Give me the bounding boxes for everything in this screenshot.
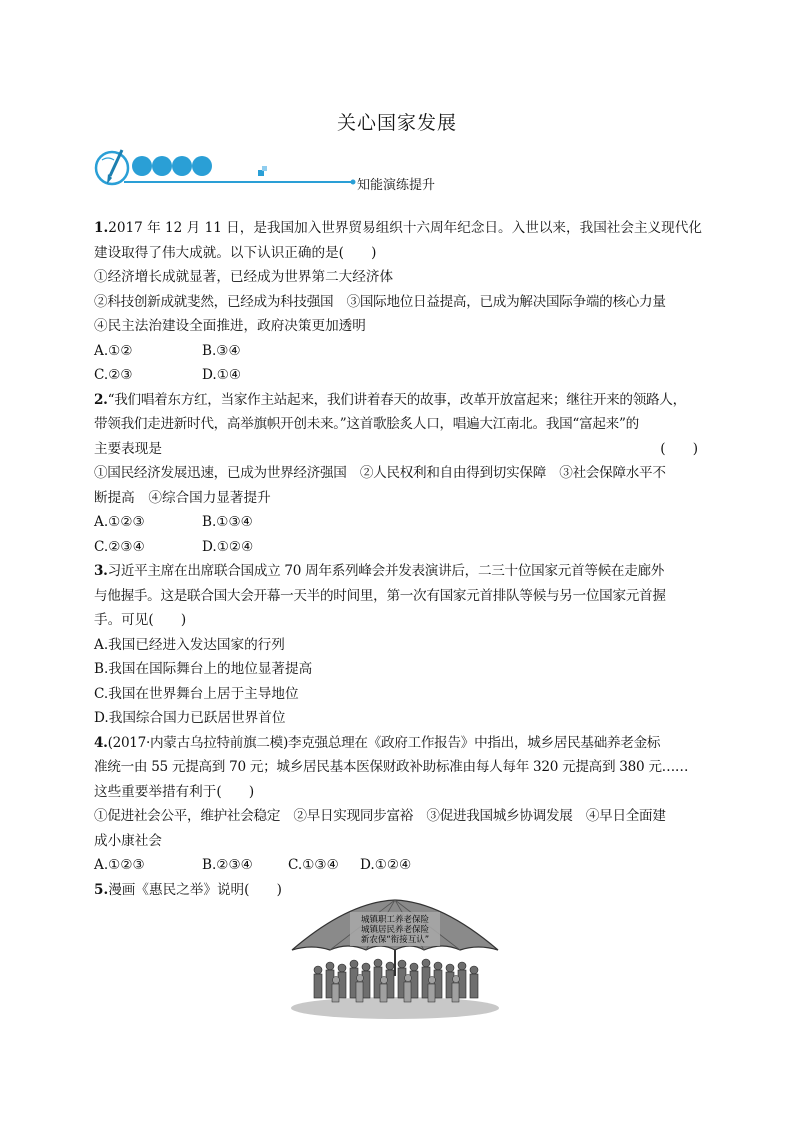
q1-stem-line-1: 1.2017 年 12 月 11 日，是我国加入世界贸易组织十六周年纪念日。入世以来，我国社会主义现代化 [94,220,702,236]
section-label: 知能演练提升 [357,178,436,193]
dot-1 [132,156,152,176]
q3-number: 3. [94,563,108,579]
q5-number: 5. [94,881,109,898]
q1-options-row-1 [94,339,698,364]
q4-stem-line-2: 准统一由 55 元提高到 70 元；城乡居民基本医保财政补助标准由每人每年 320 元提高到 380 元…… [94,759,689,775]
q2-answer-bracket: ( ) [660,440,698,457]
paintbrush-icon [96,150,128,184]
q2-stem-line-1: 2.“我们唱着东方红，当家作主站起来，我们讲着春天的故事，改革开放富起来；继往开来的领路人， [94,391,686,408]
q3-stem-line-2: 与他握手。这是联合国大会开幕一天半的时间里，第一次有国家元首排队等候与另一位国家元首握 [94,587,666,604]
q1-option-d[interactable]: D.①④ [202,367,242,383]
q2-statement-2: 断提高 ④综合国力显著提升 [94,489,271,506]
q3-option-a[interactable]: A.我国已经进入发达国家的行列 [94,636,285,653]
q1-stem-line-2: 建设取得了伟大成就。以下认识正确的是( ) [94,244,377,261]
q4-option-b[interactable]: B.②③④ [202,857,253,873]
q2-options-row-1 [94,510,698,535]
q2-number: 2. [94,391,108,408]
q4-stem-line-1: 4.(2017·内蒙古乌拉特前旗二模)李克强总理在《政府工作报告》中指出，城乡居民基础养老金标 [94,734,661,751]
q5-stem-line-1: 5.漫画《惠民之举》说明( ) [94,881,282,898]
q3-stem-line-3: 手。可见( ) [94,612,187,628]
q2-stem-line-3: 主要表现是 ( ) [94,437,698,462]
q3-stem-line-1: 3.习近平主席在出席联合国成立 70 周年系列峰会并发表演讲后，二三十位国家元首等候在走廊外 [94,563,665,579]
q3-option-d[interactable]: D.我国综合国力已跃居世界首位 [94,710,286,726]
q4-option-a[interactable]: A.①②③ [94,857,145,873]
dot-2 [152,156,172,176]
cartoon-text-1: 城镇职工养老保险 [360,915,430,925]
q1-option-b[interactable]: B.③④ [202,342,241,359]
q2-option-c[interactable]: C.②③④ [94,538,145,555]
q4-options-row [94,853,698,878]
q1-statement-2: ②科技创新成就斐然，已经成为科技强国 ③国际地位日益提高，已成为解决国际争端的核心力量 [94,293,666,310]
q2-options-row-2 [94,535,698,560]
cartoon-text-2: 城镇居民养老保险 [360,925,430,935]
q2-statement-1: ①国民经济发展迅速，已成为世界经济强国 ②人民权利和自由得到切实保障 ③社会保障水平不 [94,465,666,481]
dot-4 [192,156,212,176]
q4-option-d[interactable]: D.①②④ [360,857,412,873]
q4-stem-line-3: 这些重要举措有利于( ) [94,783,255,800]
q4-statement-1: ①促进社会公平，维护社会稳定 ②早日实现同步富裕 ③促进我国城乡协调发展 ④早日全面建 [94,808,666,824]
q1-option-a[interactable]: A.①② [94,342,133,359]
q3-option-b[interactable]: B.我国在国际舞台上的地位显著提高 [94,661,313,677]
q1-number: 1. [94,220,109,236]
page-title: 关心国家发展 [336,112,457,134]
q4-statement-2: 成小康社会 [94,832,162,849]
q1-statement-1: ①经济增长成就显著，已经成为世界第二大经济体 [94,269,394,285]
cartoon-text-3: 新农保“衔接互认” [360,935,430,945]
cartoon-umbrella-image [288,896,502,1026]
q2-stem-line-2: 带领我们走进新时代，高举旗帜开创未来。”这首歌脍炙人口，唱遍大江南北。我国“富起来”的 [94,416,639,432]
q2-option-b[interactable]: B.①③④ [202,514,253,530]
q4-number: 4. [94,734,108,751]
q4-option-c[interactable]: C.①③④ [288,857,339,873]
line-end-dot [351,180,356,185]
q1-option-c[interactable]: C.②③ [94,367,133,383]
q1-options-row-2 [94,363,698,388]
dot-3 [172,156,192,176]
question-list [94,216,702,902]
q2-option-a[interactable]: A.①②③ [94,514,145,530]
q1-statement-3: ④民主法治建设全面推进，政府决策更加透明 [94,318,366,334]
q2-option-d[interactable]: D.①②④ [202,538,254,555]
q3-option-c[interactable]: C.我国在世界舞台上居于主导地位 [94,685,299,702]
